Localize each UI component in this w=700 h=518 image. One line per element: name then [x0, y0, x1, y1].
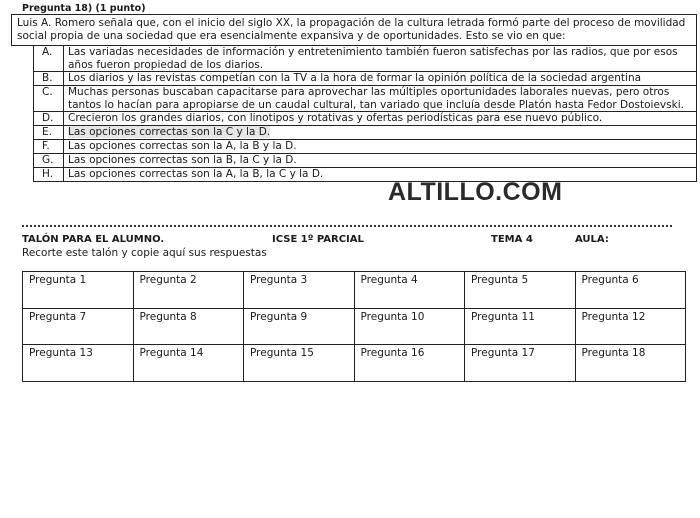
option-d[interactable] — [12, 112, 697, 126]
option-letter: E. — [34, 126, 64, 140]
answer-cell[interactable]: Pregunta 10 — [354, 308, 465, 345]
answer-cell[interactable]: Pregunta 18 — [575, 345, 686, 382]
answer-cell[interactable]: Pregunta 1 — [23, 272, 134, 309]
option-letter: C. — [34, 86, 64, 112]
answer-cell[interactable]: Pregunta 11 — [465, 308, 576, 345]
tema-label: TEMA 4 — [491, 234, 533, 245]
answer-cell[interactable]: Pregunta 12 — [575, 308, 686, 345]
option-letter: A. — [34, 46, 64, 72]
option-text: Muchas personas buscaban capacitarse para aprovechar las múltiples oportunidades laborales nuevas, pero otros tantos lo hacían para apropiarse de un caudal cultural, tan variado que incluía desde Platón hasta Fedor Dostoievski. — [64, 86, 697, 112]
option-text: Las opciones correctas son la C y la D. — [68, 126, 271, 138]
option-text: Las variadas necesidades de información y entretenimiento también fueron satisfechas por las radios, que por esos años fueron propiedad de los diarios. — [64, 46, 697, 72]
option-letter: G. — [34, 154, 64, 168]
option-letter: F. — [34, 140, 64, 154]
question-table — [11, 14, 697, 182]
option-text: Los diarios y las revistas competían con la TV a la hora de formar la opinión política de la sociedad argentina — [64, 72, 697, 86]
option-c[interactable] — [12, 86, 697, 112]
answer-cell[interactable]: Pregunta 13 — [23, 345, 134, 382]
option-letter: H. — [34, 168, 64, 182]
option-text: Las opciones correctas son la B, la C y la D. — [64, 154, 697, 168]
answer-cell[interactable]: Pregunta 8 — [133, 308, 244, 345]
talon-instructions: Recorte este talón y copie aquí sus respuestas — [22, 247, 267, 259]
option-h[interactable] — [12, 168, 697, 182]
answer-row — [23, 345, 686, 382]
answer-cell[interactable]: Pregunta 16 — [354, 345, 465, 382]
option-a[interactable] — [12, 46, 697, 72]
option-e[interactable] — [12, 126, 697, 140]
option-text: Crecieron los grandes diarios, con linotipos y rotativas y ofertas periodísticas para ese nuevo público. — [64, 112, 697, 126]
answer-cell[interactable]: Pregunta 3 — [244, 272, 355, 309]
option-g[interactable] — [12, 154, 697, 168]
option-letter: D. — [34, 112, 64, 126]
answer-cell[interactable]: Pregunta 9 — [244, 308, 355, 345]
option-text: Las opciones correctas son la A, la B, la C y la D. — [64, 168, 697, 182]
aula-label: AULA: — [575, 234, 609, 245]
option-b[interactable] — [12, 72, 697, 86]
answer-cell[interactable]: Pregunta 14 — [133, 345, 244, 382]
question-header: Pregunta 18) (1 punto) — [22, 3, 146, 14]
talon-title: TALÓN PARA EL ALUMNO. — [22, 234, 165, 245]
answer-cell[interactable]: Pregunta 15 — [244, 345, 355, 382]
option-letter: B. — [34, 72, 64, 86]
answer-grid — [22, 271, 686, 382]
answer-cell[interactable]: Pregunta 7 — [23, 308, 134, 345]
question-stem: Luis A. Romero señala que, con el inicio del siglo XX, la propagación de la cultura letrada formó parte del proceso de movilidad social propia de una sociedad que era esencialmente expansiva y de oportunidades. Esto se vio en que: — [12, 15, 697, 46]
cut-line-divider — [22, 225, 672, 227]
option-text: Las opciones correctas son la A, la B y la D. — [64, 140, 697, 154]
answer-cell[interactable]: Pregunta 4 — [354, 272, 465, 309]
answer-cell[interactable]: Pregunta 2 — [133, 272, 244, 309]
exam-name: ICSE 1º PARCIAL — [272, 234, 364, 245]
answer-cell[interactable]: Pregunta 6 — [575, 272, 686, 309]
answer-row — [23, 308, 686, 345]
watermark-logo: ALTILLO.COM — [388, 178, 563, 206]
option-f[interactable] — [12, 140, 697, 154]
answer-cell[interactable]: Pregunta 5 — [465, 272, 576, 309]
answer-row — [23, 272, 686, 309]
answer-cell[interactable]: Pregunta 17 — [465, 345, 576, 382]
